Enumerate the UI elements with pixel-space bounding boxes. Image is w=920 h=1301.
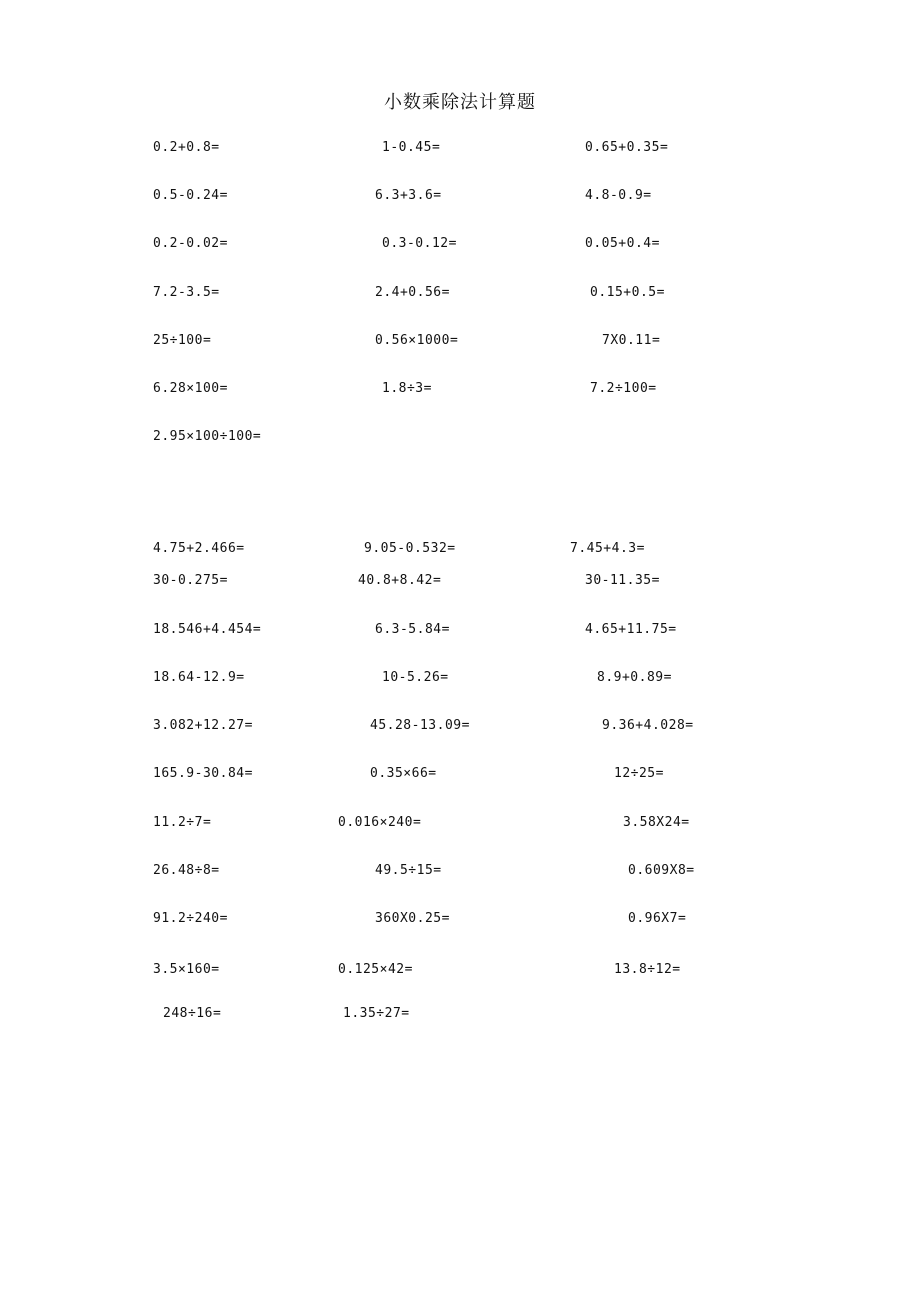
problem-item: 2.4+0.56= [375, 285, 450, 300]
problem-item: 9.05-0.532= [364, 541, 456, 556]
problem-item: 0.2+0.8= [153, 140, 220, 155]
problem-item: 11.2÷7= [153, 815, 212, 830]
problem-item: 3.082+12.27= [153, 718, 253, 733]
problem-item: 1-0.45= [382, 140, 441, 155]
problem-item: 30-11.35= [585, 573, 660, 588]
problem-item: 6.3+3.6= [375, 188, 442, 203]
problem-item: 26.48÷8= [153, 863, 220, 878]
problem-item: 7.2÷100= [590, 381, 657, 396]
problem-item: 0.5-0.24= [153, 188, 228, 203]
problem-item: 7.2-3.5= [153, 285, 220, 300]
problem-item: 0.125×42= [338, 962, 413, 977]
problem-item: 0.35×66= [370, 766, 437, 781]
problem-item: 4.65+11.75= [585, 622, 677, 637]
problem-item: 0.2-0.02= [153, 236, 228, 251]
problem-item: 13.8÷12= [614, 962, 681, 977]
problem-item: 18.546+4.454= [153, 622, 262, 637]
problem-item: 248÷16= [163, 1006, 222, 1021]
problem-item: 4.8-0.9= [585, 188, 652, 203]
problem-item: 45.28-13.09= [370, 718, 470, 733]
problem-item: 7X0.11= [602, 333, 661, 348]
problem-item: 0.3-0.12= [382, 236, 457, 251]
problem-item: 3.5×160= [153, 962, 220, 977]
problem-item: 1.35÷27= [343, 1006, 410, 1021]
problem-item: 40.8+8.42= [358, 573, 442, 588]
problem-item: 0.609X8= [628, 863, 695, 878]
problem-item: 0.016×240= [338, 815, 422, 830]
problem-item: 360X0.25= [375, 911, 450, 926]
problem-item: 4.75+2.466= [153, 541, 245, 556]
problem-item: 12÷25= [614, 766, 664, 781]
problem-item: 30-0.275= [153, 573, 228, 588]
problem-item: 9.36+4.028= [602, 718, 694, 733]
problem-item: 7.45+4.3= [570, 541, 645, 556]
problem-item: 10-5.26= [382, 670, 449, 685]
problem-item: 0.15+0.5= [590, 285, 665, 300]
problem-item: 0.96X7= [628, 911, 687, 926]
problem-item: 6.3-5.84= [375, 622, 450, 637]
problem-item: 8.9+0.89= [597, 670, 672, 685]
page-title: 小数乘除法计算题 [384, 92, 536, 113]
problem-item: 165.9-30.84= [153, 766, 253, 781]
problem-item: 0.65+0.35= [585, 140, 669, 155]
problem-item: 91.2÷240= [153, 911, 228, 926]
problem-item: 25÷100= [153, 333, 212, 348]
problem-item: 6.28×100= [153, 381, 228, 396]
problem-item: 49.5÷15= [375, 863, 442, 878]
problem-item: 18.64-12.9= [153, 670, 245, 685]
problem-item: 3.58X24= [623, 815, 690, 830]
problem-item: 1.8÷3= [382, 381, 432, 396]
problem-item: 0.05+0.4= [585, 236, 660, 251]
problem-item: 2.95×100÷100= [153, 429, 262, 444]
problem-item: 0.56×1000= [375, 333, 459, 348]
